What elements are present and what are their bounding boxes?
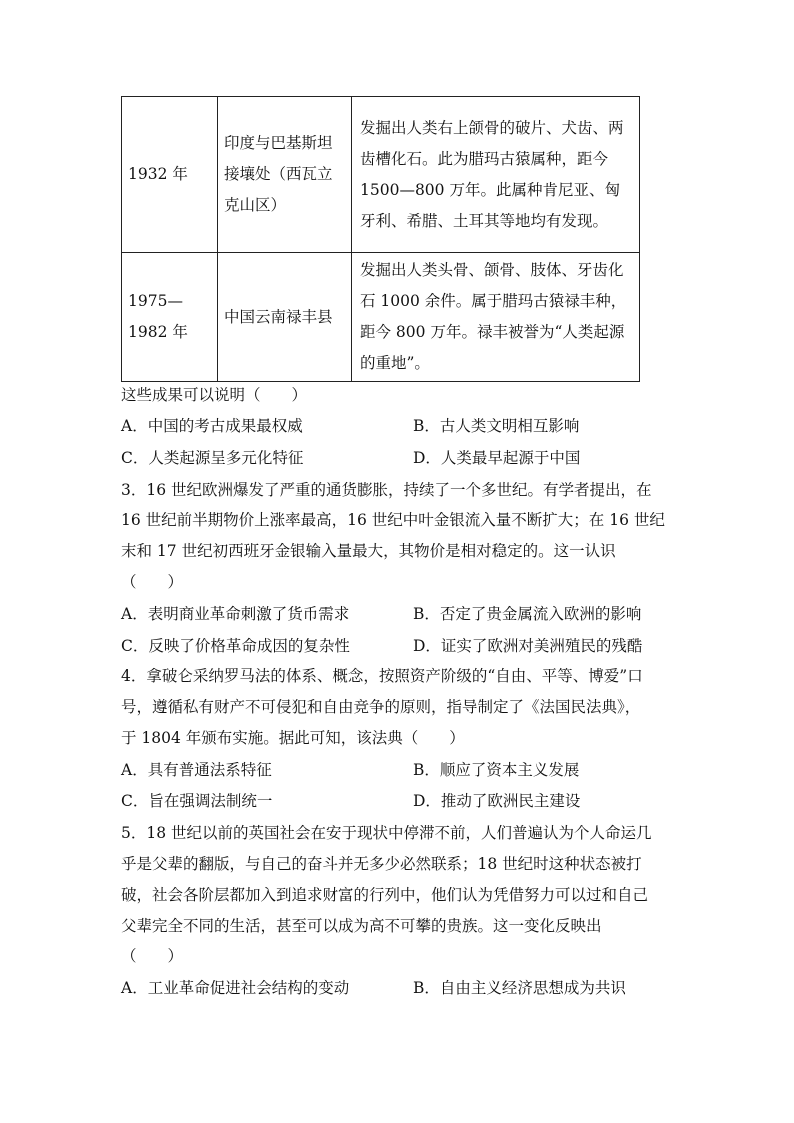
q3-stem-line: 3．16 世纪欧洲爆发了严重的通货膨胀，持续了一个多世纪。有学者提出，在: [121, 481, 652, 499]
description-cell: 发掘出人类头骨、颌骨、肢体、牙齿化石 1000 余件。属于腊玛古猿禄丰种，距今 800 万年。禄丰被誉为“人类起源的重地”。: [352, 253, 640, 382]
q3-option-d: D．证实了欧洲对美洲殖民的残酷: [413, 637, 643, 655]
q3-stem-line: 16 世纪前半期物价上涨率最高，16 世纪中叶金银流入量不断扩大；在 16 世纪: [121, 511, 665, 529]
table-row: [122, 97, 640, 253]
q4-option-b: B．顺应了资本主义发展: [413, 761, 580, 779]
q3-option-c: C．反映了价格革命成因的复杂性: [121, 637, 350, 655]
q5-option-b: B．自由主义经济思想成为共识: [413, 979, 626, 997]
q4-option-d: D．推动了欧洲民主建设: [413, 792, 581, 810]
table-row: [122, 253, 640, 382]
q2-option-d: D．人类最早起源于中国: [413, 449, 581, 467]
q2-stem: 这些成果可以说明（ ）: [121, 386, 308, 404]
q3-answer-blank: （ ）: [121, 573, 184, 591]
q4-stem-line: 于 1804 年颁布实施。据此可知，该法典（ ）: [121, 729, 465, 747]
q2-option-b: B．古人类文明相互影响: [413, 417, 580, 435]
q5-stem-line: 破，社会各阶层都加入到追求财富的行列中，他们认为凭借努力可以过和自己: [121, 886, 649, 904]
q3-stem-line: 末和 17 世纪初西班牙金银输入量最大，其物价是相对稳定的。这一认识: [121, 542, 616, 560]
place-cell: 印度与巴基斯坦接壤处（西瓦立克山区）: [218, 97, 352, 253]
q2-option-c: C．人类起源呈多元化特征: [121, 449, 304, 467]
q4-stem-line: 4．拿破仑采纳罗马法的体系、概念，按照资产阶级的“自由、平等、博爱”口: [121, 667, 643, 685]
q5-stem-line: 乎是父辈的翻版，与自己的奋斗并无多少必然联系；18 世纪时这种状态被打: [121, 855, 642, 873]
q5-stem-line: 5．18 世纪以前的英国社会在安于现状中停滞不前，人们普遍认为个人命运几: [121, 824, 652, 842]
description-cell: 发掘出人类右上颌骨的破片、犬齿、两齿槽化石。此为腊玛古猿属种，距今 1500—800 万年。此属种肯尼亚、匈牙利、希腊、土耳其等地均有发现。: [352, 97, 640, 253]
place-cell: 中国云南禄丰县: [218, 253, 352, 382]
q4-option-a: A．具有普通法系特征: [121, 761, 272, 779]
year-cell: 1975—1982 年: [122, 253, 218, 382]
q5-option-a: A．工业革命促进社会结构的变动: [121, 979, 350, 997]
q2-option-a: A．中国的考古成果最权威: [121, 417, 303, 435]
q4-option-c: C．旨在强调法制统一: [121, 792, 273, 810]
q3-option-b: B．否定了贵金属流入欧洲的影响: [413, 605, 642, 623]
year-cell: 1932 年: [122, 97, 218, 253]
q4-stem-line: 号，遵循私有财产不可侵犯和自由竞争的原则，指导制定了《法国民法典》，: [121, 698, 641, 716]
archaeology-table: [121, 96, 640, 382]
q3-option-a: A．表明商业革命刺激了货币需求: [121, 605, 350, 623]
q5-stem-line: 父辈完全不同的生活，甚至可以成为高不可攀的贵族。这一变化反映出: [121, 917, 602, 935]
q5-answer-blank: （ ）: [121, 947, 184, 965]
